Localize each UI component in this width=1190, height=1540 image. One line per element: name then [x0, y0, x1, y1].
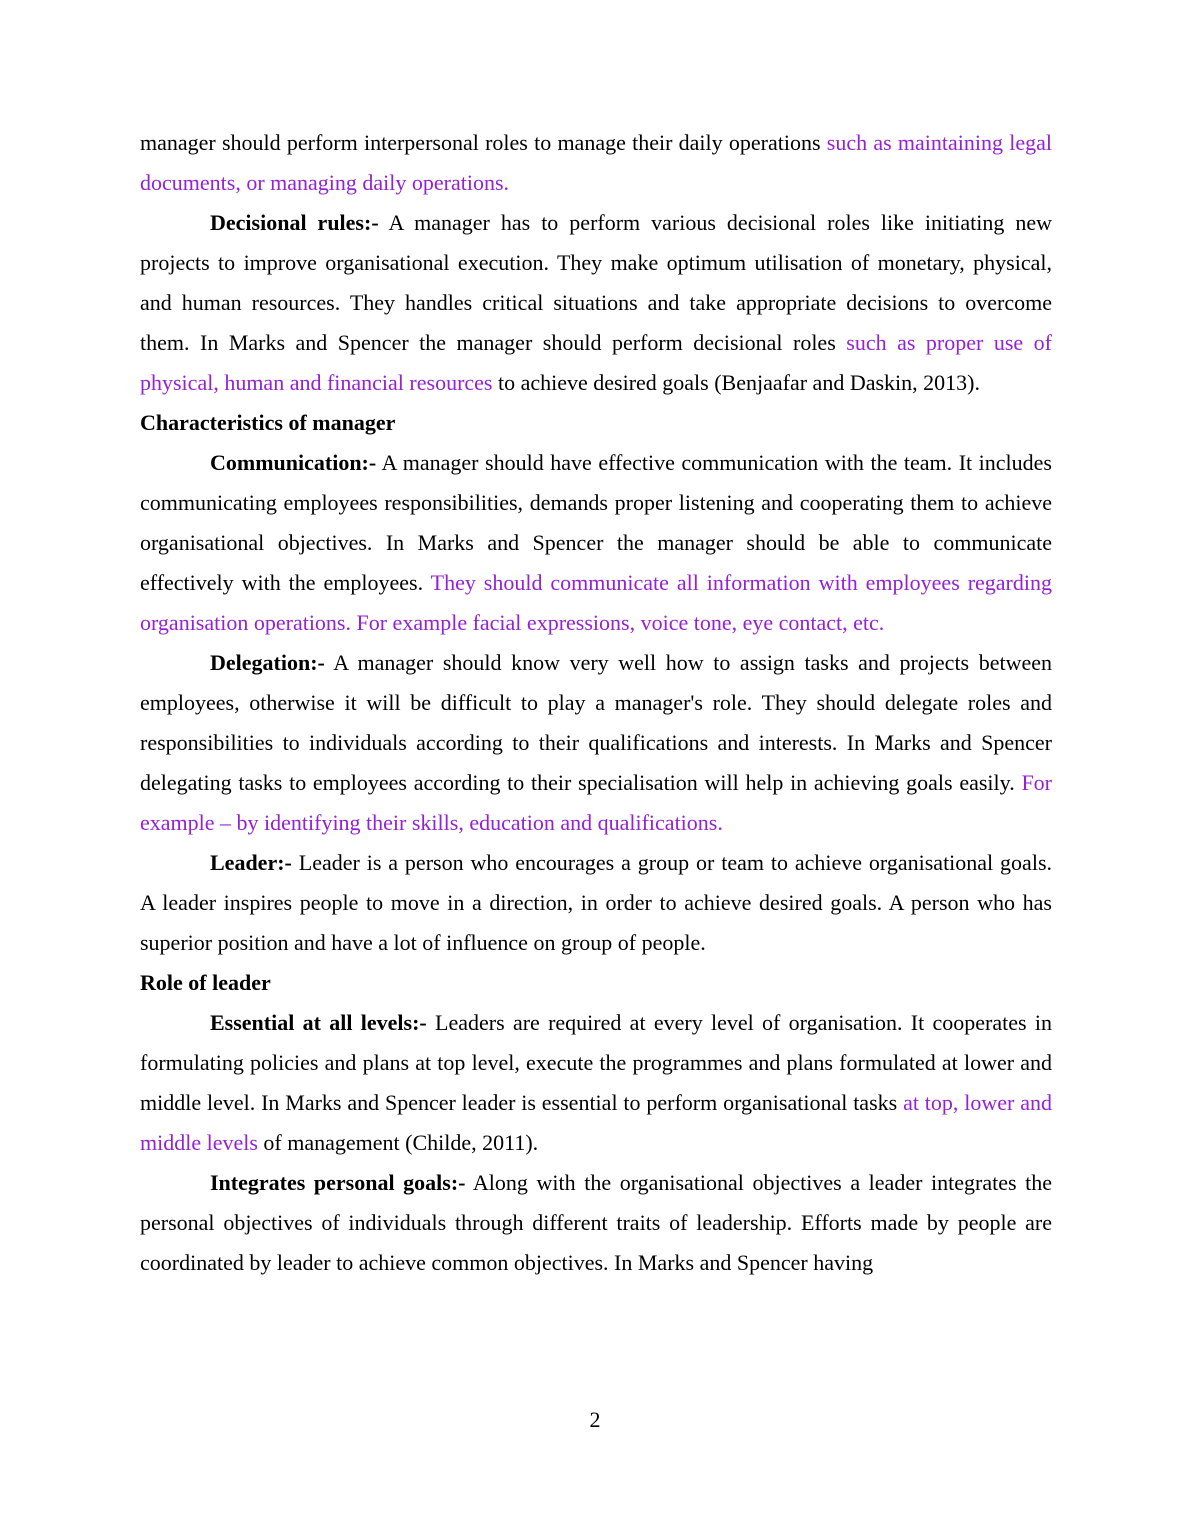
text-run-bold: Delegation:-: [210, 650, 325, 675]
text-run-bold: Leader:-: [210, 850, 292, 875]
text-run-normal: A manager has to perform various decisional roles like initiating new projects to improve organisational execution. They make optimum utilisation of monetary, physical, and human resources. They handles critical situations and take appropriate decisions to overcome them. In Marks and Spencer the manager should perform decisional roles: [140, 210, 1052, 355]
paragraph: [140, 1163, 1052, 1283]
paragraph: [140, 123, 1052, 203]
document-body: [140, 123, 1052, 1283]
paragraph: [140, 203, 1052, 403]
text-run-accent: at top, lower and middle levels: [140, 1090, 1052, 1155]
paragraph: [140, 1003, 1052, 1163]
text-run-normal: Along with the organisational objectives a leader integrates the personal objectives of individuals through different traits of leadership. Efforts made by people are coordinated by leader to achieve common objectives. In Marks and Spencer having: [140, 1170, 1053, 1275]
text-run-bold: Characteristics of manager: [140, 410, 396, 435]
text-run-bold: Integrates personal goals:-: [210, 1170, 466, 1195]
section-heading: [140, 963, 1052, 1003]
paragraph: [140, 443, 1052, 643]
text-run-accent: For example – by identifying their skills, education and qualifications.: [140, 770, 1052, 835]
text-run-bold: Communication:-: [210, 450, 377, 475]
text-run-normal: A manager should have effective communication with the team. It includes communicating employees responsibilities, demands proper listening and cooperating them to achieve organisational objectives. In Marks and Spencer the manager should be able to communicate effectively with the employees.: [140, 450, 1052, 595]
page-number: 2: [589, 1407, 601, 1432]
text-run-normal: Leader is a person who encourages a group or team to achieve organisational goals. A leader inspires people to move in a direction, in order to achieve desired goals. A person who has superior position and have a lot of influence on group of people.: [140, 850, 1052, 955]
section-heading: [140, 403, 1052, 443]
text-run-normal: Leaders are required at every level of organisation. It cooperates in formulating policies and plans at top level, execute the programmes and plans formulated at lower and middle level. In Marks and Spencer leader is essential to perform organisational tasks: [140, 1010, 1052, 1115]
text-run-normal: of management (Childe, 2011).: [257, 1130, 539, 1155]
page-footer: [0, 1400, 1190, 1440]
text-run-normal: to achieve desired goals (Benjaafar and Daskin, 2013).: [492, 370, 980, 395]
text-run-accent: They should communicate all information with employees regarding organisation operations. For example facial expressions, voice tone, eye contact, etc.: [140, 570, 1052, 635]
text-run-normal: manager should perform interpersonal roles to manage their daily operations: [140, 130, 827, 155]
text-run-bold: Decisional rules:-: [210, 210, 379, 235]
text-run-accent: such as proper use of physical, human and financial resources: [140, 330, 1052, 395]
text-run-bold: Essential at all levels:-: [210, 1010, 427, 1035]
paragraph: [140, 843, 1052, 963]
text-run-accent: such as maintaining legal documents, or managing daily operations.: [140, 130, 1052, 195]
paragraph: [140, 643, 1052, 843]
text-run-normal: A manager should know very well how to assign tasks and projects between employees, otherwise it will be difficult to play a manager's role. They should delegate roles and responsibilities to individuals according to their qualifications and interests. In Marks and Spencer delegating tasks to employees according to their specialisation will help in achieving goals easily.: [140, 650, 1052, 795]
text-run-bold: Role of leader: [140, 970, 271, 995]
